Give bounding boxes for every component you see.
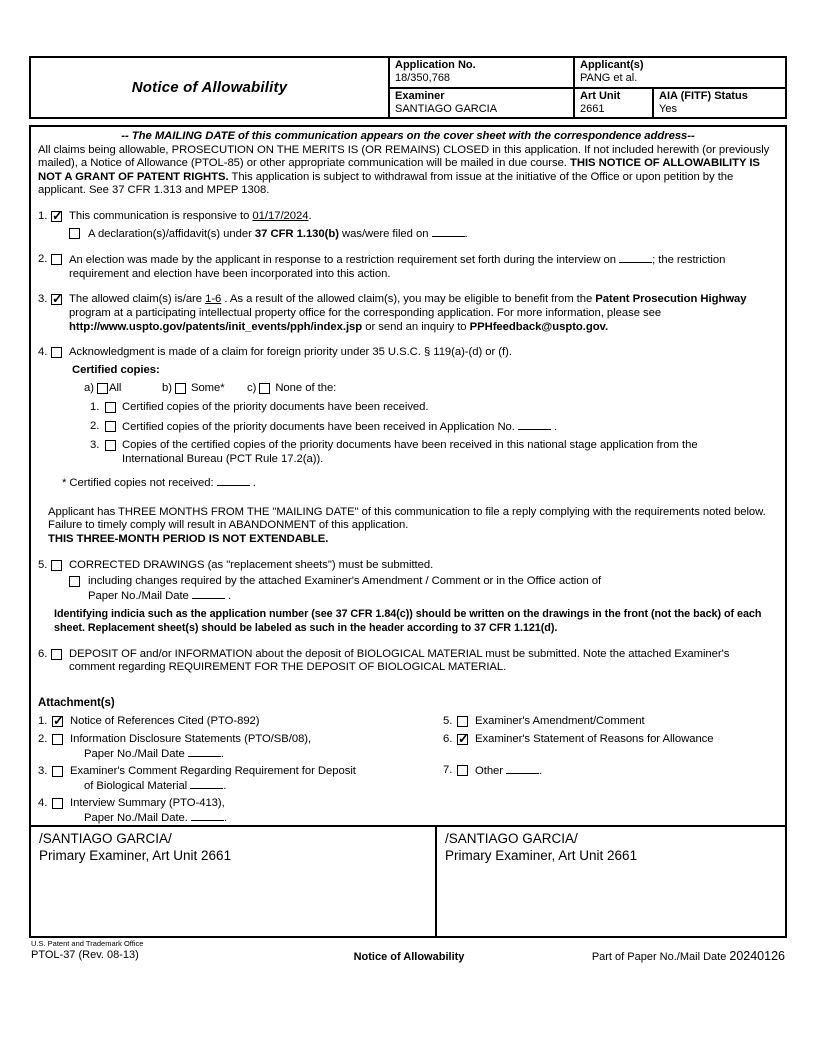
- item-6: [38, 648, 778, 675]
- attachment-1-checkbox[interactable]: [52, 716, 63, 727]
- attachment-4-line2-end: .: [223, 811, 228, 824]
- item-6-text: DEPOSIT OF and/or INFORMATION about the deposit of BIOLOGICAL MATERIAL must be submitted. Note the attached Examiner's comment regarding REQUIREMENT FOR THE DEPOSIT OF BIOLOGICAL MATERIAL.: [69, 647, 730, 674]
- examiner-title-right: Primary Examiner, Art Unit 2661: [445, 848, 638, 863]
- certified-sub-2-checkbox[interactable]: [105, 421, 116, 432]
- attachments-right-column: [443, 711, 778, 825]
- attachments-left-column: [38, 711, 443, 825]
- aia-status-label: AIA (FITF) Status: [659, 89, 748, 102]
- including-changes-line2-pre: Paper No./Mail Date: [88, 589, 192, 602]
- item-1-text-end: .: [308, 209, 312, 222]
- form-title-cell: [31, 58, 390, 117]
- blank-line: [192, 589, 225, 599]
- item-2-text-mid: ; the restriction requirement and election have been incorporated into this action.: [69, 254, 726, 280]
- footer-form-number: PTOL-37 (Rev. 08-13): [31, 949, 139, 961]
- art-unit-value: 2661: [580, 102, 605, 115]
- attachment-7-checkbox[interactable]: [457, 765, 468, 776]
- footer-paper-no: [592, 949, 785, 963]
- certified-sub-1-number: 1.: [90, 400, 100, 413]
- blank-line: [619, 253, 652, 263]
- including-changes-text: [88, 575, 778, 603]
- attachment-4-line2-pre: Paper No./Mail Date.: [84, 811, 191, 824]
- option-none: [247, 382, 336, 396]
- examiner-value: SANTIAGO GARCIA: [395, 102, 498, 115]
- item-6-number: 6.: [38, 647, 48, 660]
- application-no-label: Application No.: [395, 59, 476, 71]
- examiner-label: Examiner: [395, 89, 445, 102]
- certified-copies-label: Certified copies:: [72, 363, 160, 376]
- item-3-number: 3.: [38, 293, 48, 306]
- certified-sub-1: [90, 401, 778, 415]
- blank-line: [188, 747, 221, 757]
- certified-sub-2-text-pre: Certified copies of the priority documents have been received in Application No.: [122, 420, 518, 433]
- certified-sub-3: [90, 439, 778, 466]
- item-1-text: [69, 210, 778, 224]
- declaration-cfr-ref: 37 CFR 1.130(b): [254, 227, 339, 240]
- option-b-prefix: b): [162, 382, 172, 395]
- aia-status-cell: [652, 89, 785, 118]
- examiner-cell: [390, 89, 573, 118]
- attachment-2-line2-pre: Paper No./Mail Date: [84, 747, 188, 760]
- attachment-3-number: 3.: [38, 765, 48, 778]
- including-changes-checkbox[interactable]: [69, 576, 80, 587]
- item-5-changes-row: [69, 575, 778, 603]
- applicants-label: Applicant(s): [580, 59, 644, 71]
- identifying-indicia-note: Identifying indicia such as the application number (see 37 CFR 1.84(c)) should be written on the drawings in the front (not the back) of each sheet. Replacement sheet(s) should be labeled as such in the header according to 37 CFR 1.121(d).: [54, 608, 762, 635]
- footer-office: U.S. Patent and Trademark Office: [31, 939, 144, 948]
- attachment-3-text: [70, 765, 443, 793]
- intro-paragraph: [38, 144, 778, 198]
- item-3-text-mid1: . As a result of the allowed claim(s), you may be eligible to benefit from the: [221, 293, 596, 306]
- attachment-7-end: .: [539, 764, 543, 777]
- mailing-date-line: -- The MAILING DATE of this communication appears on the cover sheet with the correspondence address--: [121, 130, 695, 142]
- attachment-5-checkbox[interactable]: [457, 716, 468, 727]
- certified-not-received-line: [62, 476, 778, 491]
- examiner-title-left: Primary Examiner, Art Unit 2661: [39, 848, 232, 863]
- item-1-text-pre: This communication is responsive to: [69, 209, 253, 222]
- attachment-7: [443, 764, 778, 779]
- page-footer: [29, 939, 787, 967]
- attachment-2: [38, 733, 443, 761]
- certified-sub-3-line1: Copies of the certified copies of the priority documents have been received in this national stage application from the: [122, 439, 698, 452]
- pph-email: PPHfeedback@uspto.gov.: [469, 320, 609, 333]
- none-checkbox[interactable]: [259, 383, 270, 394]
- attachment-4-checkbox[interactable]: [52, 798, 63, 809]
- certified-sub-3-text: [122, 439, 778, 466]
- certified-sub-3-checkbox[interactable]: [105, 440, 116, 451]
- certified-copies-options: [84, 382, 778, 396]
- option-a-label: All: [108, 382, 122, 395]
- certified-sub-2-number: 2.: [90, 419, 100, 432]
- application-no-cell: [390, 58, 573, 87]
- attachment-2-text: [70, 733, 443, 761]
- certified-sub-2-text: [122, 420, 778, 435]
- attachment-6-text: Examiner's Statement of Reasons for Allowance: [475, 733, 714, 745]
- blank-line: [191, 811, 224, 821]
- option-c-prefix: c): [247, 382, 257, 395]
- reply-period-warning: THIS THREE-MONTH PERIOD IS NOT EXTENDABLE.: [48, 533, 329, 546]
- allowed-claims: 1-6: [205, 293, 222, 306]
- item-1-number: 1.: [38, 209, 48, 222]
- attachments-heading: Attachment(s): [38, 696, 115, 709]
- item-3-checkbox[interactable]: [51, 294, 62, 305]
- option-all: [84, 382, 162, 396]
- footer-title: Notice of Allowability: [353, 951, 465, 963]
- footer-paper-no-value: 20240126: [729, 949, 785, 963]
- blank-line: [190, 779, 223, 789]
- signature-block: [31, 825, 785, 936]
- art-unit-label: Art Unit: [580, 89, 621, 102]
- attachment-2-checkbox[interactable]: [52, 734, 63, 745]
- attachment-5-text: Examiner's Amendment/Comment: [475, 715, 645, 728]
- attachment-6-checkbox[interactable]: [457, 734, 468, 745]
- certified-sub-2: [90, 420, 778, 435]
- header-fields: [390, 58, 785, 117]
- item-2-checkbox[interactable]: [51, 254, 62, 265]
- footer-paper-no-label: Part of Paper No./Mail Date: [591, 951, 730, 963]
- attachment-1: [38, 715, 443, 729]
- attachment-2-number: 2.: [38, 733, 48, 745]
- application-no-value: 18/350,768: [395, 72, 451, 84]
- item-5-number: 5.: [38, 558, 48, 571]
- aia-status-value: Yes: [659, 102, 677, 115]
- attachments-columns: [38, 711, 778, 825]
- item-3-text-mid3: or send an inquiry to: [362, 320, 470, 333]
- intro-text-bold: THIS NOTICE OF ALLOWABILITY IS NOT A GRANT OF PATENT RIGHTS.: [38, 157, 760, 183]
- option-a-prefix: a): [84, 382, 94, 395]
- header-row-2: [390, 89, 785, 118]
- attachment-7-label: Other: [475, 764, 507, 777]
- including-changes-line1: including changes required by the attached Examiner's Amendment / Comment or in the Office action of: [88, 575, 602, 588]
- blank-line: [432, 227, 465, 237]
- item-5: [38, 559, 778, 573]
- declaration-text-pre: A declaration(s)/affidavit(s) under: [88, 227, 255, 240]
- attachment-1-text: Notice of References Cited (PTO-892): [70, 715, 260, 728]
- item-3-text-pre: The allowed claim(s) is/are: [69, 293, 206, 306]
- some-checkbox[interactable]: [175, 383, 186, 394]
- attachment-4-text: [70, 797, 443, 825]
- reply-period-note: Applicant has THREE MONTHS FROM THE "MAILING DATE" of this communication to file a reply complying with the requirements noted below. Failure to timely comply will result in ABANDONMENT of this application.: [48, 505, 766, 532]
- certified-sub-3-line2: International Bureau (PCT Rule 17.2(a)).: [122, 452, 324, 465]
- attachment-2-line2-end: .: [220, 747, 224, 760]
- applicants-value: PANG et al.: [580, 72, 638, 84]
- attachment-3-line1: Examiner's Comment Regarding Requirement for Deposit: [70, 765, 356, 778]
- intro-text-2: This application is subject to withdrawal from issue at the initiative of the Office or upon petition by the applicant. See 37 CFR 1.313 and MPEP 1308.: [38, 170, 734, 197]
- responsive-date: 01/17/2024: [252, 209, 309, 222]
- signature-left-cell: [31, 827, 437, 936]
- item-5-text: CORRECTED DRAWINGS (as "replacement sheets") must be submitted.: [69, 558, 434, 571]
- item-3: [38, 293, 778, 334]
- option-some: [162, 382, 247, 396]
- attachment-1-number: 1.: [38, 715, 48, 728]
- attachment-5-number: 5.: [443, 715, 453, 728]
- attachment-4-number: 4.: [38, 797, 48, 810]
- item-4: [38, 346, 778, 360]
- form-title: Notice of Allowability: [131, 79, 288, 96]
- examiner-signature-right: /SANTIAGO GARCIA/: [445, 831, 578, 846]
- attachment-5: [443, 715, 778, 729]
- pph-program-name: Patent Prosecution Highway: [595, 293, 747, 306]
- item-4-text: Acknowledgment is made of a claim for foreign priority under 35 U.S.C. § 119(a)-(d) or (f).: [69, 346, 512, 359]
- attachment-4: [38, 797, 443, 825]
- form-content: [31, 127, 785, 826]
- pph-url: http://www.uspto.gov/patents/init_events/pph/index.jsp: [69, 320, 363, 333]
- item-2: [38, 253, 778, 281]
- attachment-3-line2-pre: of Biological Material: [84, 779, 191, 792]
- item-2-number: 2.: [38, 253, 48, 266]
- item-2-text: [69, 253, 778, 281]
- applicants-cell: [573, 58, 785, 87]
- item-1: [38, 210, 778, 224]
- item-4-number: 4.: [38, 346, 48, 359]
- examiner-signature-left: /SANTIAGO GARCIA/: [39, 831, 172, 846]
- certified-sub-1-checkbox[interactable]: [105, 402, 116, 413]
- certified-sub-3-number: 3.: [90, 439, 100, 452]
- item-1-checkbox[interactable]: [51, 211, 62, 222]
- certified-sub-2-text-end: .: [550, 420, 558, 433]
- attachment-2-line1: Information Disclosure Statements (PTO/SB/08),: [70, 733, 312, 745]
- including-changes-line2-end: .: [224, 589, 232, 602]
- header-row-1: [390, 58, 785, 89]
- option-c-label: None of the:: [275, 382, 337, 395]
- attachment-7-text: [475, 764, 778, 779]
- main-body-box: [29, 125, 787, 938]
- certified-not-received-end: .: [249, 477, 256, 490]
- all-checkbox[interactable]: [97, 383, 108, 394]
- item-5-checkbox[interactable]: [51, 560, 62, 571]
- attachment-2-line2: [84, 747, 443, 762]
- intro-text-1: All claims being allowable, PROSECUTION ON THE MERITS IS (OR REMAINS) CLOSED in this application. If not included herewith (or previously mailed), a Notice of Allowance (PTOL-85) or other appropriate communication will be mailed in due course.: [38, 143, 770, 170]
- art-unit-cell: [573, 89, 652, 118]
- attachment-7-number: 7.: [443, 763, 453, 776]
- attachment-3-line2-end: .: [223, 779, 227, 792]
- declaration-text-mid: was/were filed on: [338, 227, 432, 240]
- attachment-4-line1: Interview Summary (PTO-413),: [70, 797, 225, 810]
- option-b-label: Some*: [190, 382, 225, 395]
- attachment-6: [443, 733, 778, 747]
- header-table: [29, 56, 787, 119]
- attachment-3-checkbox[interactable]: [52, 766, 63, 777]
- item-6-checkbox[interactable]: [51, 649, 62, 660]
- attachment-4-line2: [84, 811, 443, 826]
- attachment-3-line2: [84, 779, 443, 794]
- item-1-declaration-row: [69, 227, 778, 242]
- item-4-checkbox[interactable]: [51, 347, 62, 358]
- signature-right-cell: [437, 827, 785, 936]
- item-3-text: [69, 293, 778, 334]
- certified-not-received-pre: * Certified copies not received:: [62, 477, 217, 490]
- item-2-text-pre: An election was made by the applicant in response to a restriction requirement set forth during the interview on: [69, 254, 620, 267]
- declaration-checkbox[interactable]: [69, 228, 80, 239]
- declaration-text-end: .: [464, 227, 468, 240]
- certified-sub-1-text: Certified copies of the priority documents have been received.: [122, 400, 429, 413]
- attachment-3: [38, 765, 443, 793]
- item-3-text-mid2: program at a participating intellectual property office for the corresponding application. For more information, please see: [69, 306, 662, 319]
- blank-line: [506, 764, 539, 774]
- blank-line: [518, 420, 551, 430]
- declaration-text: [88, 227, 778, 242]
- attachment-6-number: 6.: [443, 733, 453, 745]
- blank-line: [217, 476, 250, 486]
